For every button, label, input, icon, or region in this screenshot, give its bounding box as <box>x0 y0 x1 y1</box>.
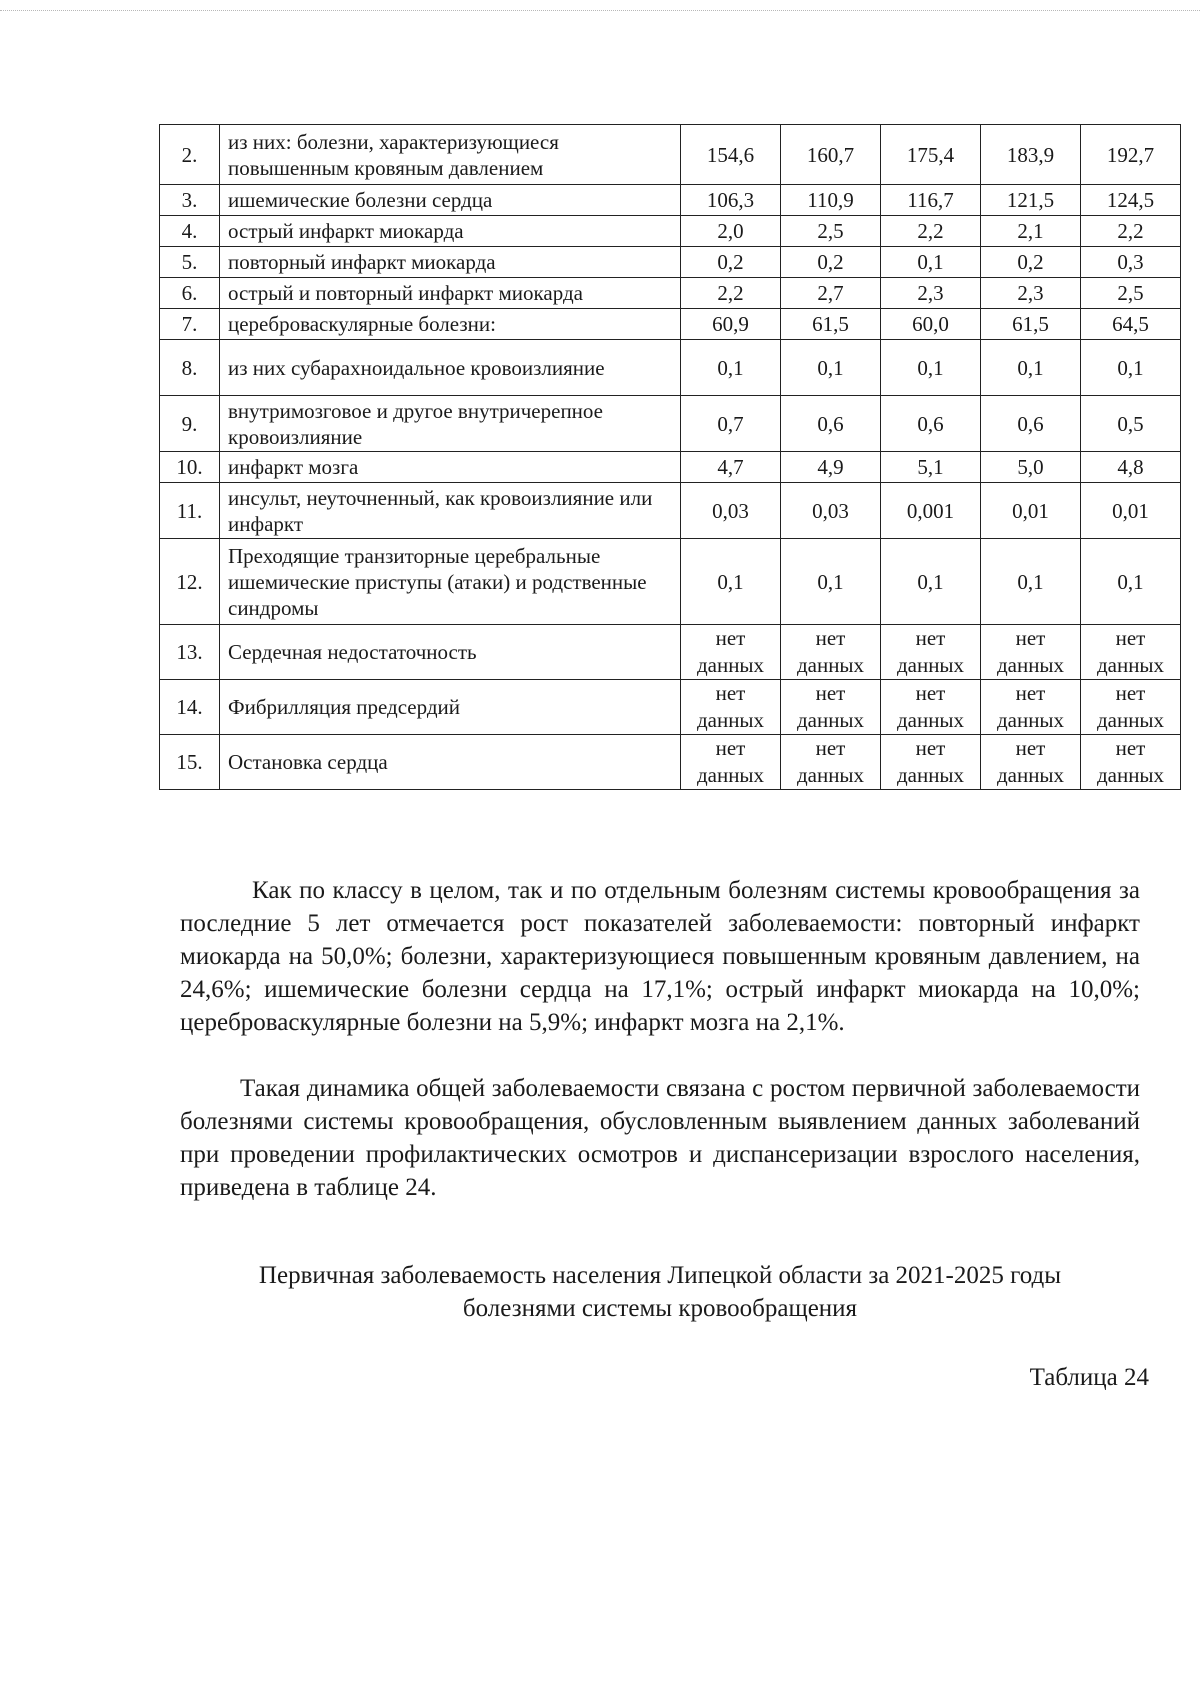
value-cell: 2,5 <box>1081 278 1181 309</box>
row-number: 10. <box>160 452 220 483</box>
value-cell-no-data: нет данных <box>681 735 781 790</box>
value-cell: 2,2 <box>1081 216 1181 247</box>
row-number: 14. <box>160 680 220 735</box>
value-cell: 175,4 <box>881 125 981 185</box>
value-cell: 0,2 <box>781 247 881 278</box>
value-cell: 0,01 <box>1081 483 1181 539</box>
disease-name: острый инфаркт миокарда <box>220 216 681 247</box>
value-cell: 0,2 <box>981 247 1081 278</box>
value-cell-no-data: нет данных <box>881 735 981 790</box>
value-cell: 5,1 <box>881 452 981 483</box>
value-cell: 0,03 <box>681 483 781 539</box>
value-cell: 61,5 <box>981 309 1081 340</box>
disease-name: из них субарахноидальное кровоизлияние <box>220 340 681 396</box>
row-number: 5. <box>160 247 220 278</box>
value-cell: 116,7 <box>881 185 981 216</box>
disease-name: Преходящие транзиторные церебральные ишемические приступы (атаки) и родственные синдромы <box>220 539 681 625</box>
value-cell: 0,6 <box>981 396 1081 452</box>
value-cell-no-data: нет данных <box>1081 625 1181 680</box>
value-cell: 124,5 <box>1081 185 1181 216</box>
disease-name: цереброваскулярные болезни: <box>220 309 681 340</box>
paragraph-dynamics: Такая динамика общей заболеваемости связана с ростом первичной заболеваемости болезнями системы кровообращения, обусловленным выявлением данных заболеваний при проведении профилактических осмотров и диспансеризации взрослого населения, приведена в таблице 24. <box>180 1075 1140 1201</box>
value-cell: 0,1 <box>681 340 781 396</box>
row-number: 15. <box>160 735 220 790</box>
table-row <box>160 247 1181 278</box>
value-cell-no-data: нет данных <box>781 735 881 790</box>
table-row <box>160 735 1181 790</box>
value-cell-no-data: нет данных <box>781 625 881 680</box>
value-cell-no-data: нет данных <box>981 625 1081 680</box>
value-cell: 0,6 <box>881 396 981 452</box>
value-cell: 2,3 <box>981 278 1081 309</box>
value-cell: 192,7 <box>1081 125 1181 185</box>
value-cell: 0,1 <box>881 247 981 278</box>
value-cell-no-data: нет данных <box>681 625 781 680</box>
value-cell: 0,1 <box>1081 340 1181 396</box>
disease-name: ишемические болезни сердца <box>220 185 681 216</box>
value-cell: 0,1 <box>981 539 1081 625</box>
value-cell-no-data: нет данных <box>681 680 781 735</box>
value-cell: 2,5 <box>781 216 881 247</box>
table-row <box>160 396 1181 452</box>
value-cell: 0,5 <box>1081 396 1181 452</box>
value-cell: 0,1 <box>781 539 881 625</box>
value-cell: 0,6 <box>781 396 881 452</box>
value-cell-no-data: нет данных <box>881 625 981 680</box>
disease-name: внутримозговое и другое внутричерепное кровоизлияние <box>220 396 681 452</box>
value-cell: 60,0 <box>881 309 981 340</box>
value-cell: 0,3 <box>1081 247 1181 278</box>
value-cell: 0,1 <box>681 539 781 625</box>
value-cell-no-data: нет данных <box>781 680 881 735</box>
table-row <box>160 185 1181 216</box>
value-cell: 0,01 <box>981 483 1081 539</box>
value-cell: 2,7 <box>781 278 881 309</box>
value-cell: 2,1 <box>981 216 1081 247</box>
row-number: 7. <box>160 309 220 340</box>
value-cell: 4,8 <box>1081 452 1181 483</box>
row-number: 11. <box>160 483 220 539</box>
value-cell: 2,2 <box>881 216 981 247</box>
table-row <box>160 452 1181 483</box>
section-title-line2: болезнями системы кровообращения <box>462 1295 858 1322</box>
value-cell: 0,2 <box>681 247 781 278</box>
table-row <box>160 216 1181 247</box>
table-number-label: Таблица 24 <box>1029 1364 1149 1391</box>
value-cell: 154,6 <box>681 125 781 185</box>
value-cell: 61,5 <box>781 309 881 340</box>
value-cell: 0,1 <box>881 539 981 625</box>
value-cell: 5,0 <box>981 452 1081 483</box>
row-number: 13. <box>160 625 220 680</box>
value-cell: 60,9 <box>681 309 781 340</box>
row-number: 3. <box>160 185 220 216</box>
table-row <box>160 278 1181 309</box>
table-row <box>160 340 1181 396</box>
value-cell: 2,3 <box>881 278 981 309</box>
disease-name: инсульт, неуточненный, как кровоизлияние или инфаркт <box>220 483 681 539</box>
value-cell: 121,5 <box>981 185 1081 216</box>
value-cell: 183,9 <box>981 125 1081 185</box>
disease-name: Фибрилляция предсердий <box>220 680 681 735</box>
value-cell: 0,001 <box>881 483 981 539</box>
value-cell: 0,1 <box>1081 539 1181 625</box>
value-cell: 160,7 <box>781 125 881 185</box>
row-number: 8. <box>160 340 220 396</box>
value-cell-no-data: нет данных <box>1081 680 1181 735</box>
value-cell-no-data: нет данных <box>981 680 1081 735</box>
disease-name: острый и повторный инфаркт миокарда <box>220 278 681 309</box>
value-cell: 4,9 <box>781 452 881 483</box>
value-cell: 64,5 <box>1081 309 1181 340</box>
table-row <box>160 680 1181 735</box>
value-cell-no-data: нет данных <box>981 735 1081 790</box>
section-title-line1: Первичная заболеваемость населения Липецкой области за 2021-2025 годы <box>258 1262 1062 1289</box>
table-row <box>160 309 1181 340</box>
value-cell: 2,0 <box>681 216 781 247</box>
value-cell-no-data: нет данных <box>881 680 981 735</box>
paragraph-growth: Как по классу в целом, так и по отдельным болезням системы кровообращения за последние 5 лет отмечается рост показателей заболеваемости: повторный инфаркт миокарда на 50,0%; болезни, характеризующиеся повышенным кровяным давлением, на 24,6%; ишемические болезни сердца на 17,1%; острый инфаркт миокарда на 10,0%; цереброваскулярные болезни на 5,9%; инфаркт мозга на 2,1%. <box>180 877 1140 1036</box>
section-title <box>180 1259 1140 1325</box>
disease-name: из них: болезни, характеризующиеся повышенным кровяным давлением <box>220 125 681 185</box>
disease-name: Сердечная недостаточность <box>220 625 681 680</box>
value-cell: 2,2 <box>681 278 781 309</box>
page-top-border <box>0 10 1200 11</box>
row-number: 6. <box>160 278 220 309</box>
value-cell: 0,7 <box>681 396 781 452</box>
table-row <box>160 483 1181 539</box>
disease-name: повторный инфаркт миокарда <box>220 247 681 278</box>
table-row <box>160 625 1181 680</box>
value-cell: 4,7 <box>681 452 781 483</box>
value-cell: 0,1 <box>781 340 881 396</box>
value-cell: 0,1 <box>881 340 981 396</box>
row-number: 12. <box>160 539 220 625</box>
row-number: 2. <box>160 125 220 185</box>
morbidity-table <box>159 124 1181 790</box>
row-number: 9. <box>160 396 220 452</box>
value-cell-no-data: нет данных <box>1081 735 1181 790</box>
value-cell: 0,03 <box>781 483 881 539</box>
disease-name: Остановка сердца <box>220 735 681 790</box>
value-cell: 0,1 <box>981 340 1081 396</box>
table-row <box>160 539 1181 625</box>
disease-name: инфаркт мозга <box>220 452 681 483</box>
value-cell: 106,3 <box>681 185 781 216</box>
row-number: 4. <box>160 216 220 247</box>
table-row <box>160 125 1181 185</box>
table-body <box>160 125 1181 790</box>
value-cell: 110,9 <box>781 185 881 216</box>
